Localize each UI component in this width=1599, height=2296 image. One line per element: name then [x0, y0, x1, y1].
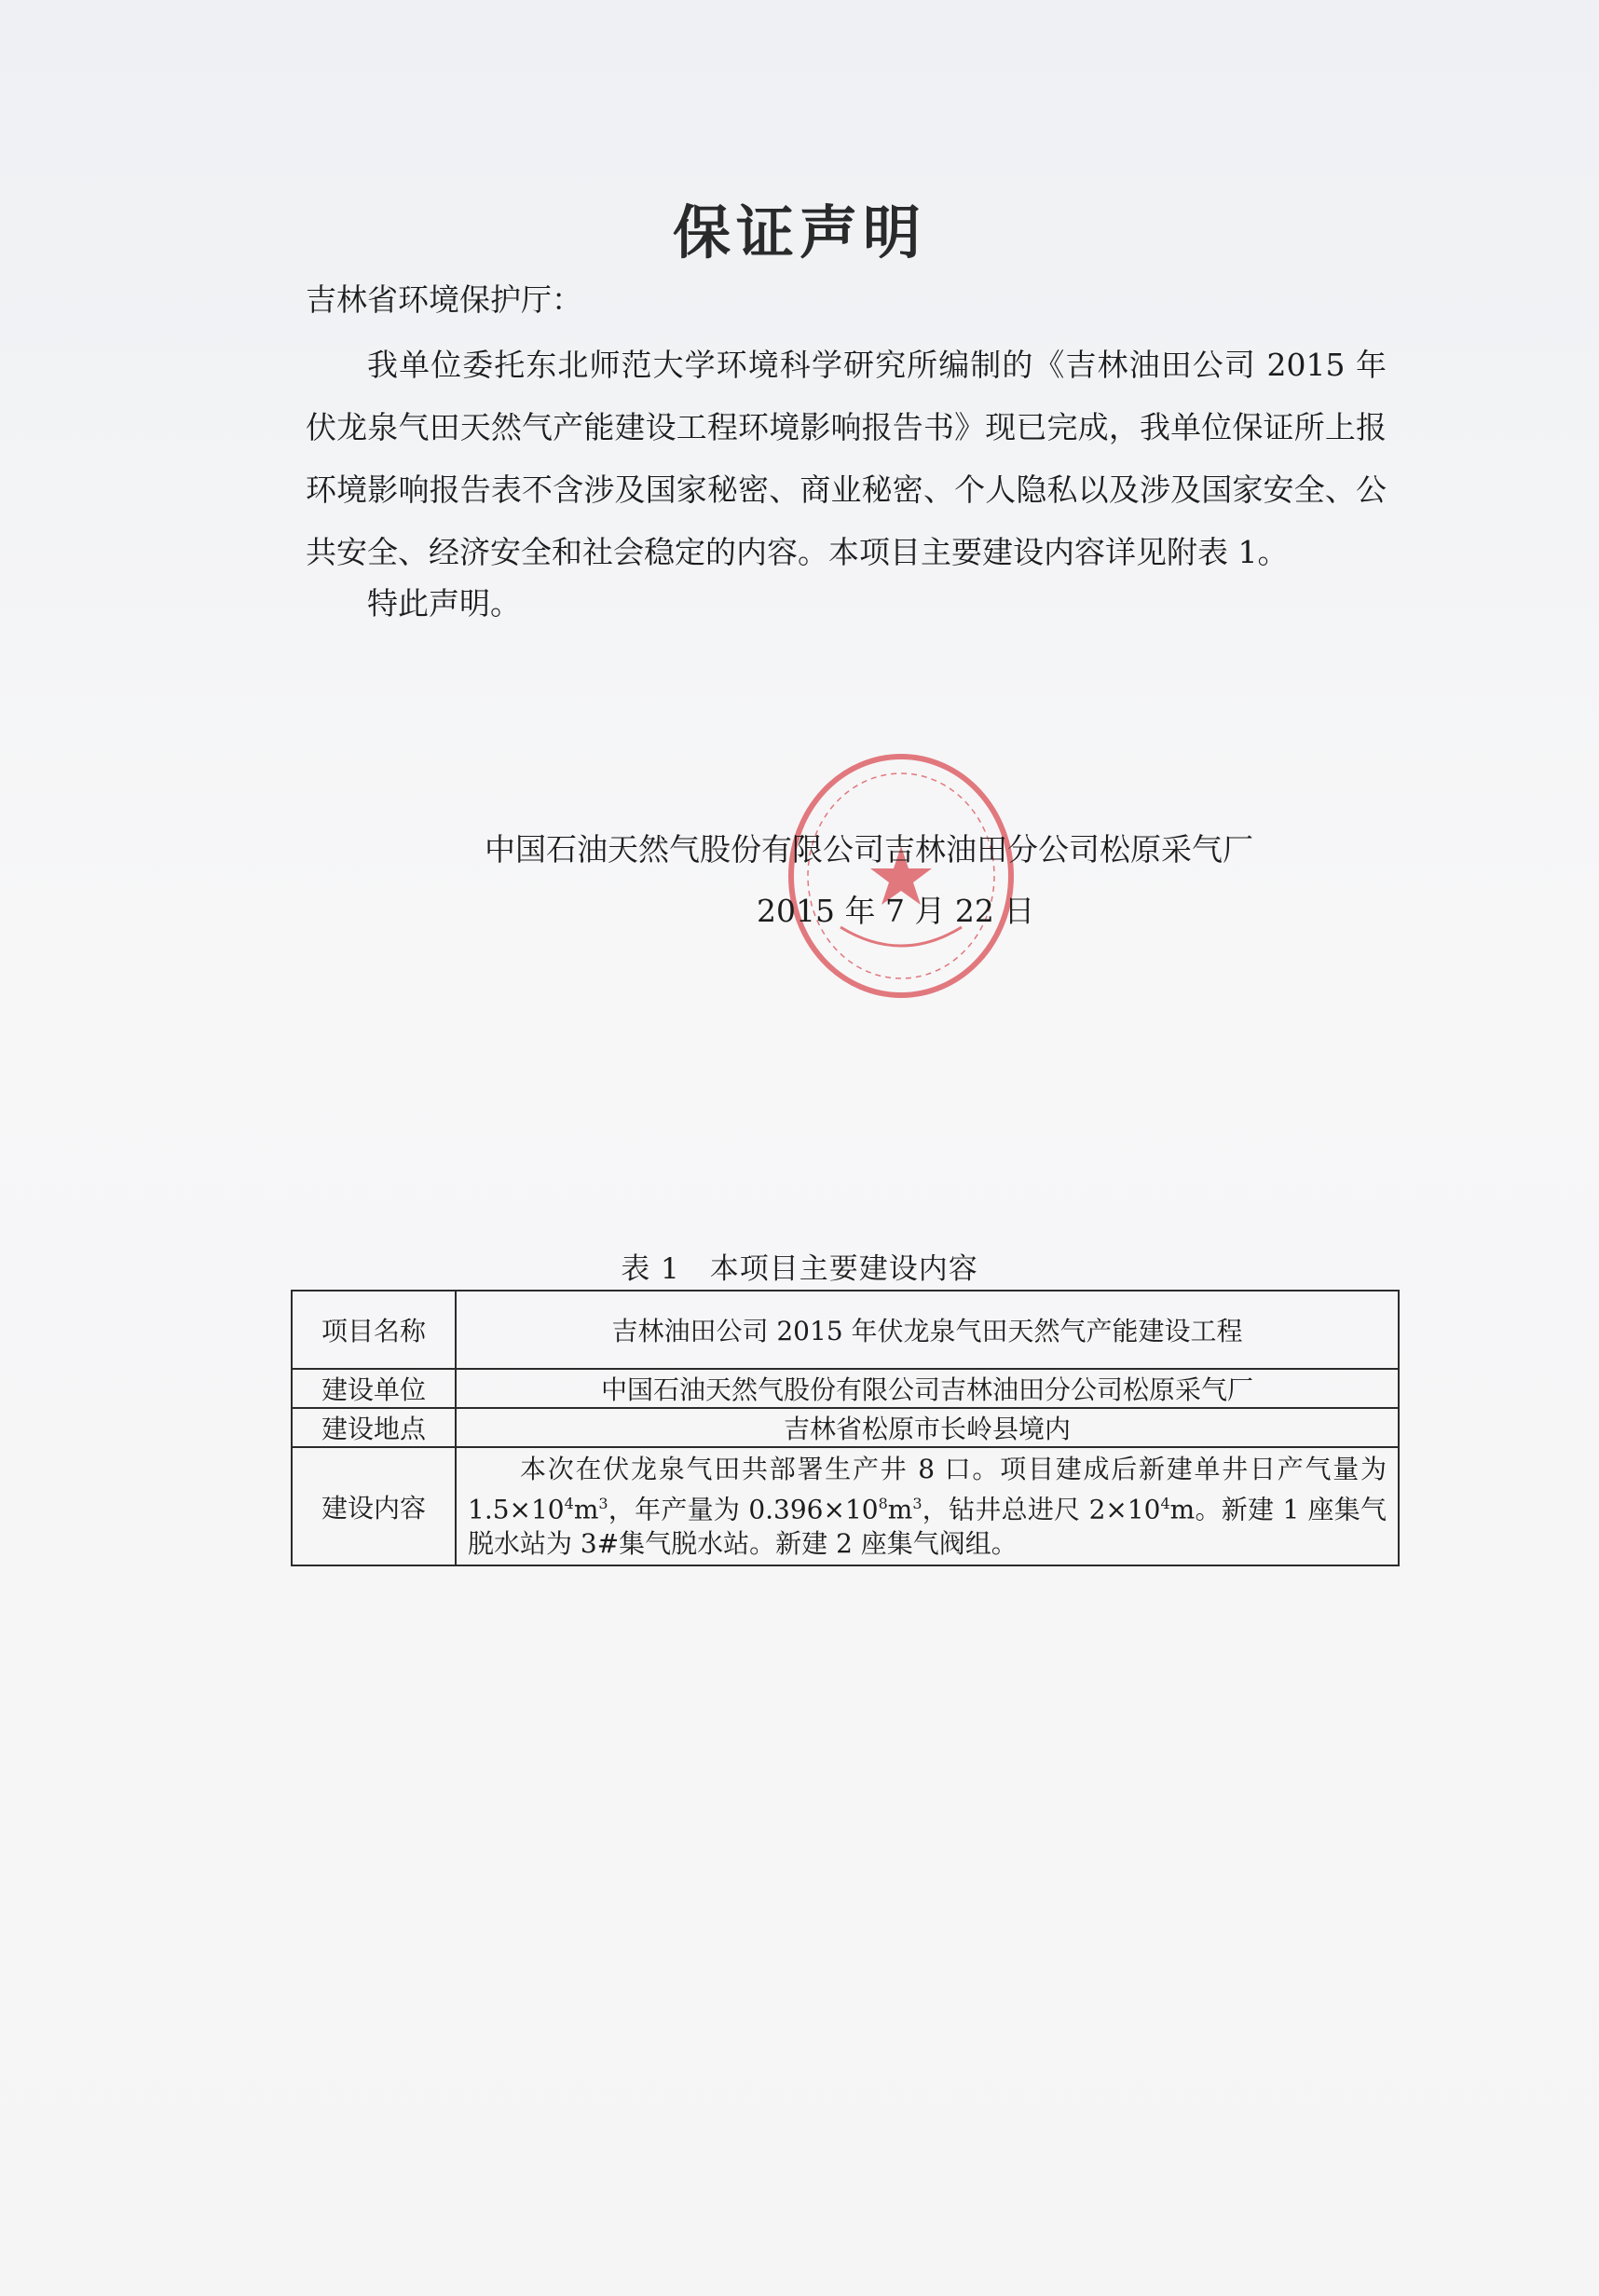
table-row [292, 1408, 1399, 1447]
signature-date: 2015 年 7 月 22 日 [757, 893, 1035, 929]
content-text: m [573, 1494, 599, 1525]
table-value-cell: 吉林油田公司 2015 年伏龙泉气田天然气产能建设工程 [456, 1291, 1399, 1369]
project-content-table [291, 1290, 1400, 1566]
content-text: ，年产量为 0.396×10 [608, 1494, 879, 1525]
signature-organization: 中国石油天然气股份有限公司吉林油田分公司松原采气厂 [485, 831, 1253, 868]
table-value-cell: 中国石油天然气股份有限公司吉林油田分公司松原采气厂 [456, 1369, 1399, 1408]
table-row [292, 1291, 1399, 1369]
exponent: 3 [912, 1495, 922, 1512]
exponent: 4 [1160, 1495, 1170, 1512]
page-title: 保证声明 [672, 198, 926, 266]
table-value-cell: 吉林省松原市长岭县境内 [456, 1408, 1399, 1447]
table-label-cell: 建设内容 [292, 1447, 456, 1565]
exponent: 3 [598, 1495, 608, 1512]
content-text: 本次在伏龙泉气田共部署生产井 8 口。项目建成后新建单井日产气量为 1.5×10 [468, 1454, 1387, 1525]
salutation: 吉林省环境保护厅： [306, 281, 582, 318]
table-row [292, 1369, 1399, 1408]
table-label-cell: 建设单位 [292, 1369, 456, 1408]
exponent: 4 [564, 1495, 574, 1512]
content-text: m [887, 1494, 913, 1525]
content-text: m。新建 1 座集气脱水站为 3#集气脱水站。新建 2 座集气阀组。 [468, 1494, 1387, 1560]
table-row [292, 1447, 1399, 1565]
table-label-cell: 建设地点 [292, 1408, 456, 1447]
statement-body: 我单位委托东北师范大学环境科学研究所编制的《吉林油田公司 2015 年伏龙泉气田天然气产能建设工程环境影响报告书》现已完成，我单位保证所上报环境影响报告表不含涉及国家秘密、商业秘密、个人隐私以及涉及国家安全、公共安全、经济安全和社会稳定的内容。本项目主要建设内容详见附表 1。 [306, 347, 1387, 570]
official-seal-icon [775, 736, 1027, 1016]
table-label-cell: 项目名称 [292, 1291, 456, 1369]
closing-line: 特此声明。 [367, 585, 521, 622]
table-value-cell-content [456, 1447, 1399, 1565]
exponent: 8 [878, 1495, 888, 1512]
table-caption: 表 1 本项目主要建设内容 [621, 1252, 978, 1286]
content-text: ，钻井总进尺 2×10 [922, 1494, 1161, 1525]
